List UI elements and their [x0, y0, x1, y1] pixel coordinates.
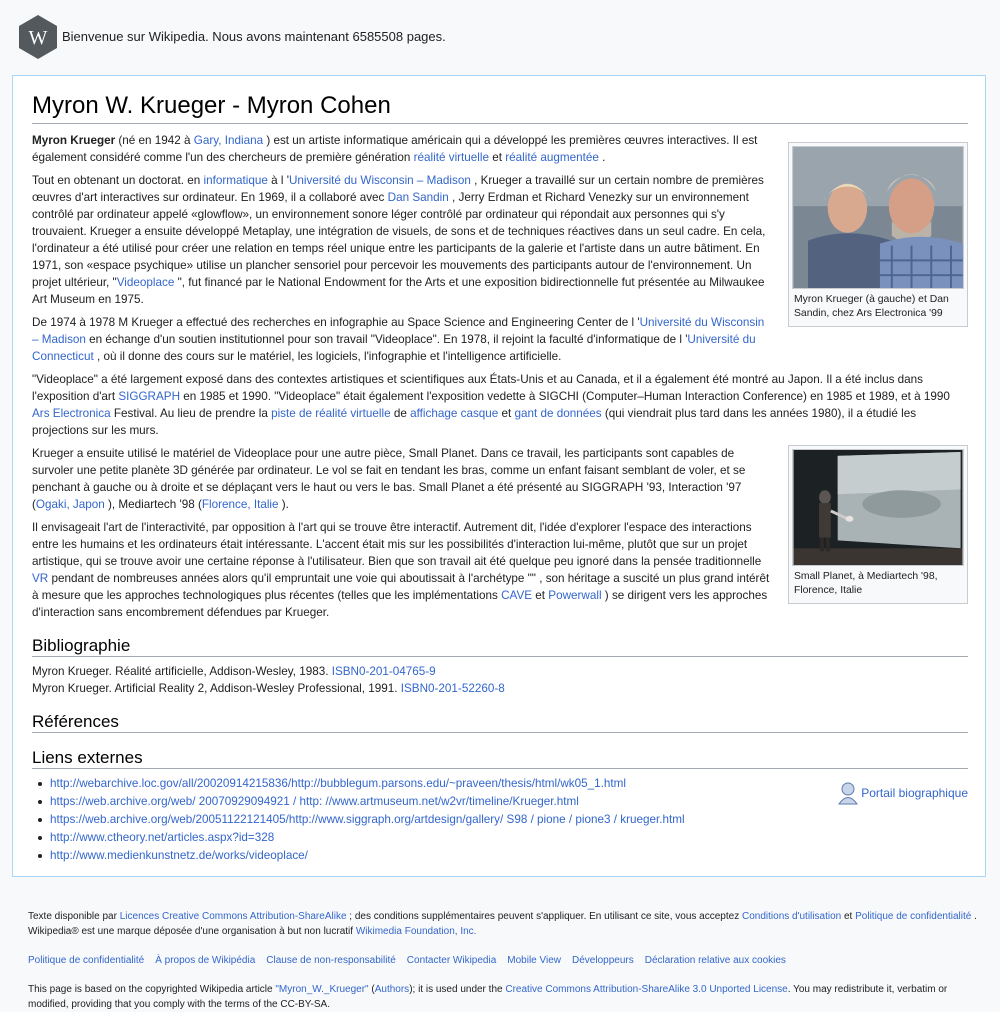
- external-links-section: [32, 775, 968, 865]
- footer-license: Texte disponible par Licences Creative Commons Attribution-ShareAlike ; des conditions supplémentaires peuvent s'appliquer. En utilisant ce site, vous acceptez Conditions d'utilisation et Politique de confidentialité . Wikipedia® est une marque déposée d'une organisation à but non lucratif Wikimedia Foundation, Inc.: [28, 911, 977, 937]
- footer-links: [28, 953, 978, 968]
- link-cc-by-sa[interactable]: Creative Commons Attribution-ShareAlike 3.0 Unported License: [505, 984, 788, 995]
- link-piste-realite-virtuelle[interactable]: piste de réalité virtuelle: [271, 407, 391, 420]
- thumbnail-caption: Small Planet, à Mediartech '98, Florence, Italie: [794, 571, 938, 596]
- footer-link-contact[interactable]: Contacter Wikipedia: [406, 955, 497, 966]
- isbn-link[interactable]: ISBN0-201-04765-9: [331, 665, 436, 678]
- page-title: Myron W. Krueger - Myron Cohen: [32, 92, 968, 124]
- link-informatique[interactable]: informatique: [203, 174, 268, 187]
- photo-krueger-sandin[interactable]: [792, 146, 964, 289]
- link-florence-italie[interactable]: Florence, Italie: [201, 498, 279, 511]
- paragraph-5: Krueger a ensuite utilisé le matériel de Videoplace pour une autre pièce, Small Planet. Dans ce travail, les participants sont capables de survoler une petite planète 3D générée par ordinateur. Le vol se fait en tendant les bras, comme un enfant faisant semblant de voler, et se penchant à gauche ou à droite et se déplaçant vers le haut ou vers le bas. Small Planet a été présenté au SIGGRAPH '93, Interaction '97 (Ogaki, Japon ), Mediartech '98 (Florence, Italie ).: [32, 447, 746, 511]
- footer: [28, 909, 978, 1012]
- bold-name: Myron Krueger: [32, 134, 116, 147]
- link-ogaki-japon[interactable]: Ogaki, Japon: [35, 498, 105, 511]
- paragraph-2: Tout en obtenant un doctorat. en informatique à l 'Université du Wisconsin – Madison , Krueger a travaillé sur un certain nombre de premières œuvres d'art interactives sur ordinateur. En 1969, il a collaboré avec Dan Sandin , Jerry Erdman et Richard Venezky sur un environnement contrôlé par ordinateur appelé «glowflow», un environnement sonore léger contrôlé par ordinateur qui répondait aux personnes qui s'y trouvaient. Krueger a ensuite développé Metaplay, une intégration de visuels, de sons et de techniques réactives dans un seul cadre. En cela, l'ordinateur a été utilisé pour créer une relation en temps réel unique entre les participants de la galerie et l'artiste dans un autre bâtiment. En 1971, son «espace psychique» utilise un plancher sensoriel pour percevoir les mouvements des participants autour de l'environnement. Un projet ultérieur, "Videoplace ", fut financé par le National Endowment for the Arts et une exposition bidirectionnelle fut présentée au Milwaukee Art Museum en 1975.: [32, 174, 766, 306]
- paragraph-4: "Videoplace" a été largement exposé dans des contextes artistiques et scientifiques aux États-Unis et au Canada, et il a également été montré au Japon. Il a été inclus dans l'exposition d'art SIGGRAPH en 1985 et 1990. "Videoplace" était également l'exposition vedette à SIGCHI (Computer–Human Interaction Conference) en 1985 et 1989, et à 1990 Ars Electronica Festival. Au lieu de prendre la piste de réalité virtuelle de affichage casque et gant de données (qui viendrait plus tard dans les années 1980), il a étudié les projections sur les murs.: [32, 373, 950, 437]
- link-universite-connecticut[interactable]: Université du Connecticut: [32, 333, 756, 363]
- thumbnail-small-planet: [788, 445, 968, 604]
- link-universite-wisconsin[interactable]: Université du Wisconsin – Madison: [288, 174, 471, 187]
- bibliography-item: Myron Krueger. Artificial Reality 2, Addison-Wesley Professional, 1991. ISBN0-201-52260-8: [32, 682, 505, 695]
- link-cave[interactable]: CAVE: [501, 589, 533, 602]
- top-bar: [0, 0, 1000, 74]
- external-links-list: [32, 775, 968, 865]
- thumbnail-caption: Myron Krueger (à gauche) et Dan Sandin, chez Ars Electronica '99: [794, 294, 949, 319]
- link-realite-augmentee[interactable]: réalité augmentée: [505, 151, 599, 164]
- link-realite-virtuelle[interactable]: réalité virtuelle: [413, 151, 489, 164]
- paragraph-6: Il envisageait l'art de l'interactivité, par opposition à l'art qui se trouve être interactif. Autrement dit, l'idée d'explorer l'espace des interactions entre les humains et les ordinateurs était intéressante. L'accent était mis sur les possibilités d'interaction lui-même, plutôt que sur un projet artistique, qui se trouve avoir une certaine réponse à l'utilisateur. Bien que son travail ait été quelque peu ignoré dans la pensée traditionnelle VR pendant de nombreuses années alors qu'il empruntait une voie qui aboutissait à l'archétype "" , son héritage a suscité un plus grand intérêt à mesure que les approches technologiques plus récentes (telles que les implémentations CAVE et Powerwall ) se dirigent vers les approches d'interaction sans encombrement défendues par Krueger.: [32, 521, 770, 619]
- footer-link-mobile-view[interactable]: Mobile View: [507, 955, 562, 966]
- isbn-link[interactable]: ISBN0-201-52260-8: [400, 682, 505, 695]
- thumbnail-krueger-sandin: [788, 142, 968, 327]
- paragraph-intro: Myron Krueger (né en 1942 à Gary, Indiana ) est un artiste informatique américain qui a développé les premières œuvres interactives. Il est également considéré comme l'un des chercheurs de première génération réalité virtuelle et réalité augmentée .: [32, 134, 758, 164]
- paragraph-3: De 1974 à 1978 M Krueger a effectué des recherches en infographie au Space Science and Engineering Center de l 'Université du Wisconsin – Madison en échange d'un soutien institutionnel pour son travail "Videoplace". En 1978, il rejoint la faculté d'informatique de l 'Université du Connecticut , où il donne des cours sur le matériel, les logiciels, l'infographie et l'intelligence artificielle.: [32, 316, 765, 363]
- link-universite-wisconsin-2[interactable]: Université du Wisconsin – Madison: [32, 316, 765, 346]
- heading-liens-externes: Liens externes: [32, 749, 968, 769]
- link-original-article[interactable]: "Myron_W._Krueger": [275, 984, 369, 995]
- heading-bibliographie: Bibliographie: [32, 637, 968, 657]
- link-affichage-casque[interactable]: affichage casque: [410, 407, 499, 420]
- logo-letter: W: [28, 27, 48, 49]
- link-videoplace[interactable]: Videoplace: [116, 276, 175, 289]
- footer-link-privacy[interactable]: Politique de confidentialité: [28, 955, 145, 966]
- heading-references: Références: [32, 713, 968, 733]
- external-link[interactable]: http://www.medienkunstnetz.de/works/videoplace/: [50, 849, 308, 862]
- link-gant-de-donnees[interactable]: gant de données: [514, 407, 602, 420]
- link-powerwall[interactable]: Powerwall: [548, 589, 602, 602]
- footer-link-disclaimer[interactable]: Clause de non-responsabilité: [266, 955, 396, 966]
- wikipedia-logo-icon[interactable]: [18, 14, 58, 60]
- footer-based-on: This page is based on the copyrighted Wikipedia article "Myron_W._Krueger" (Authors); it is used under the Creative Commons Attribution-ShareAlike 3.0 Unported License. You may redistribute it, verbatim or modified, providing that you comply with the terms of the CC-BY-SA.: [28, 984, 948, 1010]
- external-link[interactable]: https://web.archive.org/web/20051122121405/http://www.siggraph.org/artdesign/gallery/ S98 / pione / pione3 / krueger.html: [50, 813, 685, 826]
- external-link[interactable]: https://web.archive.org/web/ 20070929094921 / http: //www.artmuseum.net/w2vr/timeline/Krueger.html: [50, 795, 579, 808]
- link-gary-indiana[interactable]: Gary, Indiana: [193, 134, 264, 147]
- link-vr[interactable]: VR: [32, 572, 49, 585]
- footer-link-developers[interactable]: Développeurs: [572, 955, 634, 966]
- list-item: [50, 829, 968, 847]
- link-conditions-utilisation[interactable]: Conditions d'utilisation: [742, 911, 842, 922]
- external-link[interactable]: http://webarchive.loc.gov/all/20020914215836/http://bubblegum.parsons.edu/~praveen/thesis/html/wk05_1.html: [50, 777, 626, 790]
- footer-link-cookies[interactable]: Déclaration relative aux cookies: [644, 955, 786, 966]
- welcome-message: Bienvenue sur Wikipedia. Nous avons maintenant 6585508 pages.: [62, 29, 446, 44]
- list-item: [50, 793, 968, 811]
- list-item: [50, 775, 968, 793]
- bibliography-item: Myron Krueger. Réalité artificielle, Addison-Wesley, 1983. ISBN0-201-04765-9: [32, 665, 436, 678]
- link-politique-confidentialite[interactable]: Politique de confidentialité: [855, 911, 972, 922]
- portal-link[interactable]: Portail biographique: [861, 785, 968, 800]
- list-item: [50, 847, 968, 865]
- link-licences-cc[interactable]: Licences Creative Commons Attribution-ShareAlike: [119, 911, 347, 922]
- link-dan-sandin[interactable]: Dan Sandin: [387, 191, 449, 204]
- link-siggraph[interactable]: SIGGRAPH: [118, 390, 181, 403]
- footer-link-about[interactable]: À propos de Wikipédia: [155, 955, 256, 966]
- link-ars-electronica[interactable]: Ars Electronica: [32, 407, 111, 420]
- link-wikimedia-foundation[interactable]: Wikimedia Foundation, Inc.: [355, 926, 477, 937]
- portal-biographique[interactable]: [837, 781, 968, 805]
- bibliography-list: [32, 663, 968, 697]
- article-content: [12, 75, 986, 877]
- link-authors[interactable]: Authors: [374, 984, 410, 995]
- list-item: [50, 811, 968, 829]
- article-body: [32, 132, 968, 865]
- photo-small-planet[interactable]: [792, 449, 964, 566]
- external-link[interactable]: http://www.ctheory.net/articles.aspx?id=328: [50, 831, 275, 844]
- person-portal-icon: [837, 781, 859, 805]
